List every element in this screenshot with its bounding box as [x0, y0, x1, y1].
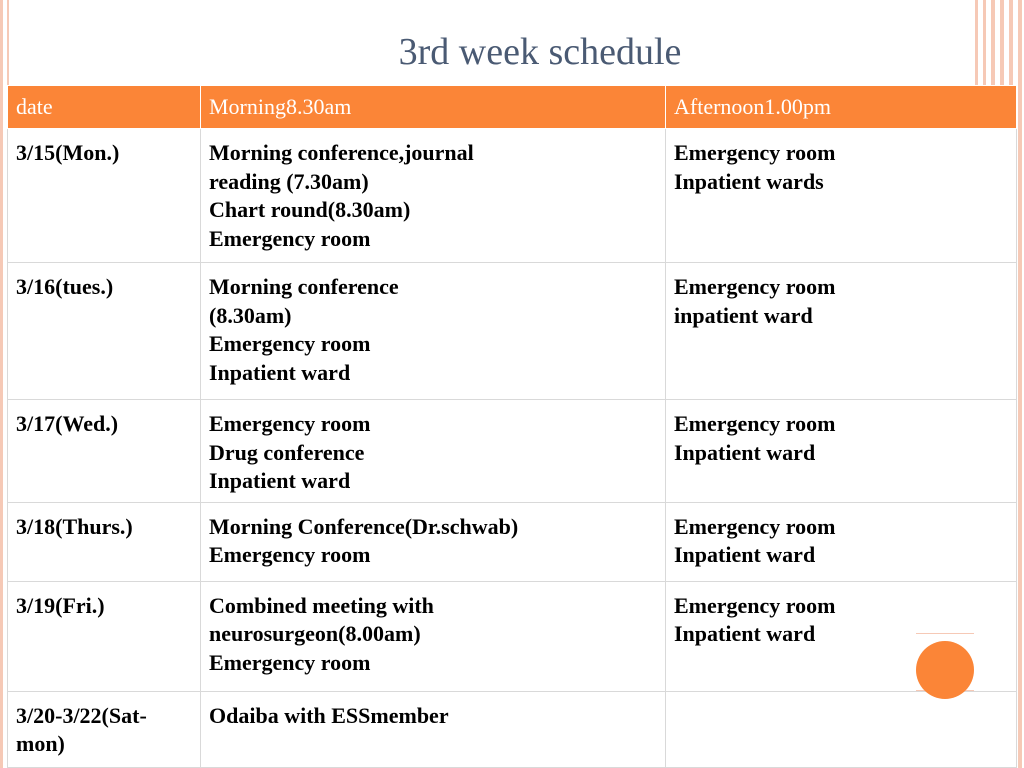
- header-afternoon: Afternoon1.00pm: [666, 86, 1017, 129]
- afternoon-line: inpatient ward: [674, 302, 813, 328]
- afternoon-line: Inpatient ward: [674, 439, 816, 465]
- date-line: 3/18(Thurs.): [16, 513, 133, 539]
- morning-line: Odaiba with ESSmember: [209, 702, 449, 728]
- afternoon-line: Emergency room: [674, 140, 836, 165]
- header-date: date: [8, 86, 201, 129]
- cell-morning: [201, 400, 666, 503]
- cell-morning: [201, 581, 666, 691]
- morning-line: Chart round(8.30am): [209, 197, 411, 222]
- morning-line: Morning conference: [209, 274, 399, 299]
- slide-title: 3rd week schedule: [398, 31, 682, 73]
- date-line: 3/16(tues.): [16, 274, 114, 299]
- table-row: [8, 263, 1017, 400]
- morning-line: Emergency room: [209, 225, 371, 251]
- afternoon-line: Emergency room: [674, 274, 836, 299]
- cell-morning: [201, 129, 666, 263]
- table-row: [8, 129, 1017, 263]
- morning-line: Emergency room: [209, 649, 371, 675]
- decorative-line: [916, 633, 974, 634]
- morning-line: Emergency room: [209, 331, 371, 356]
- cell-afternoon: [666, 502, 1017, 581]
- border-stripe-right: [1018, 0, 1022, 768]
- morning-line: Inpatient ward: [209, 468, 351, 493]
- border-stripe-left: [0, 0, 3, 768]
- morning-line: Combined meeting with: [209, 592, 434, 618]
- afternoon-line: Emergency room: [674, 592, 836, 618]
- schedule-table: [7, 85, 1017, 768]
- table-row: [8, 581, 1017, 691]
- cell-afternoon: [666, 263, 1017, 400]
- morning-line: neurosurgeon(8.00am): [209, 621, 421, 646]
- cell-afternoon: [666, 691, 1017, 767]
- morning-line: Emergency room: [209, 542, 371, 567]
- cell-date: [8, 400, 201, 503]
- morning-line: Morning conference,journal: [209, 140, 474, 165]
- cell-date: [8, 691, 201, 767]
- morning-line: Morning Conference(Dr.schwab): [209, 513, 519, 539]
- table-row: [8, 502, 1017, 581]
- table-header-row: [8, 86, 1017, 129]
- afternoon-line: Emergency room: [674, 411, 836, 436]
- afternoon-line: Emergency room: [674, 513, 836, 539]
- date-line: mon): [16, 731, 65, 756]
- morning-line: Drug conference: [209, 439, 365, 465]
- cell-date: [8, 263, 201, 400]
- morning-line: (8.30am): [209, 302, 292, 328]
- date-line: 3/17(Wed.): [16, 411, 119, 436]
- date-line: 3/20-3/22(Sat-: [16, 702, 147, 728]
- afternoon-line: Inpatient ward: [674, 542, 816, 567]
- cell-morning: [201, 691, 666, 767]
- table-row: [8, 400, 1017, 503]
- table-row: [8, 691, 1017, 767]
- decorative-circle: [916, 641, 974, 699]
- cell-date: [8, 502, 201, 581]
- afternoon-line: Inpatient ward: [674, 621, 816, 646]
- date-line: 3/19(Fri.): [16, 592, 105, 618]
- header-morning: Morning8.30am: [201, 86, 666, 129]
- cell-afternoon: [666, 129, 1017, 263]
- afternoon-line: Inpatient wards: [674, 168, 824, 194]
- cell-afternoon: [666, 400, 1017, 503]
- cell-morning: [201, 263, 666, 400]
- morning-line: Inpatient ward: [209, 359, 351, 385]
- cell-date: [8, 129, 201, 263]
- morning-line: reading (7.30am): [209, 168, 369, 194]
- morning-line: Emergency room: [209, 411, 371, 436]
- cell-morning: [201, 502, 666, 581]
- date-line: 3/15(Mon.): [16, 140, 120, 165]
- cell-date: [8, 581, 201, 691]
